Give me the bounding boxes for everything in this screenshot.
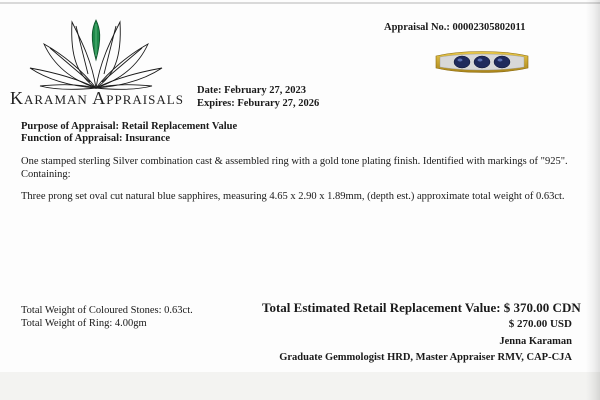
date-block — [197, 84, 319, 110]
signer-name: Jenna Karaman — [499, 336, 572, 347]
page-right-shadow — [586, 0, 600, 400]
appraisal-number: Appraisal No.: 00002305802011 — [384, 22, 526, 33]
weights-block — [21, 304, 193, 330]
stones-description: Three prong set oval cut natural blue sapphires, measuring 4.65 x 2.90 x 1.89mm, (depth est.) approximate total weight of 0.63ct. — [21, 191, 565, 202]
function-line: Function of Appraisal: Insurance — [21, 133, 171, 144]
page-bottom-edge — [0, 372, 600, 400]
ring-weight: Total Weight of Ring: 4.00gm — [21, 318, 147, 329]
lotus-leaves-with-green-gem-icon — [26, 14, 166, 94]
brand-name: Karaman Appraisals — [10, 88, 184, 108]
containing-label: Containing: — [21, 169, 71, 180]
total-value-usd: $ 270.00 USD — [508, 318, 572, 330]
item-description — [21, 155, 581, 181]
sapphire-ring-photo-icon — [432, 44, 532, 78]
total-value-cdn: Total Estimated Retail Replacement Value: $ 370.00 CDN — [262, 300, 581, 315]
purpose-line: Purpose of Appraisal: Retail Replacement Value — [21, 121, 238, 132]
purpose-block — [21, 121, 237, 145]
expiry-date: Expires: Feburary 27, 2026 — [197, 98, 320, 109]
signer-block — [262, 334, 572, 366]
signer-credentials: Graduate Gemmologist HRD, Master Appraiser RMV, CAP-CJA — [279, 352, 572, 363]
top-edge-line — [0, 2, 600, 4]
totals-block — [262, 300, 581, 331]
appraisal-date: Date: February 27, 2023 — [197, 85, 307, 96]
coloured-stones-weight: Total Weight of Coloured Stones: 0.63ct. — [21, 305, 193, 316]
item-text: One stamped sterling Silver combination cast & assembled ring with a gold tone plating finish. Identified with markings of "925". — [21, 156, 568, 167]
